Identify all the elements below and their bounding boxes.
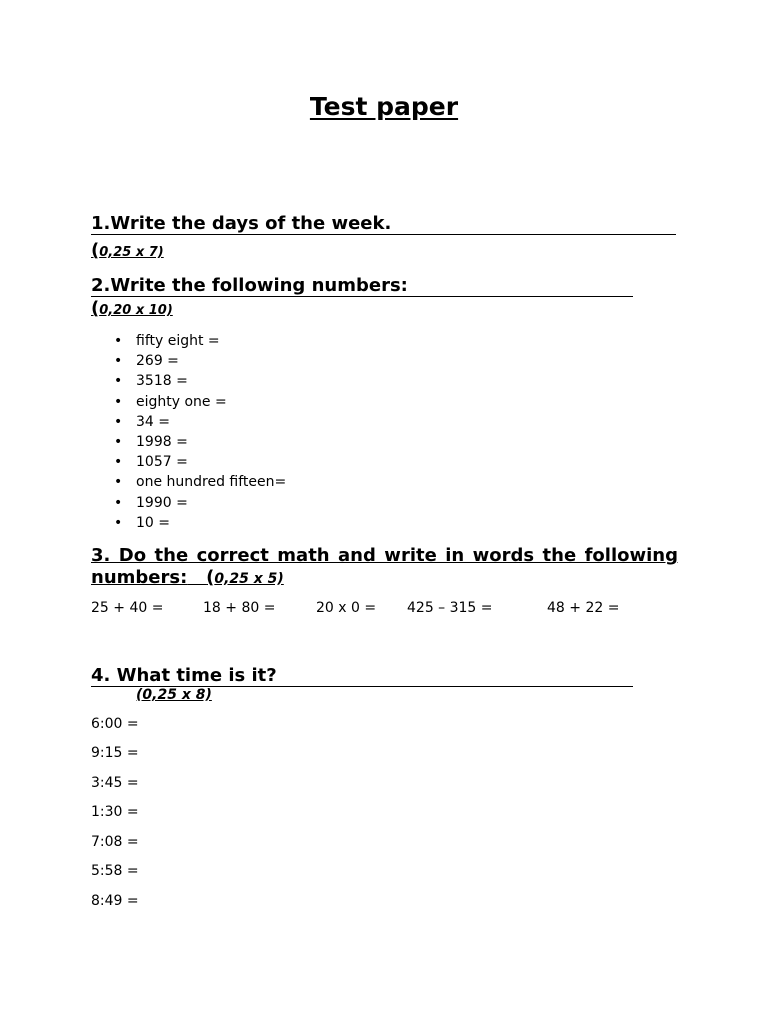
list-item: • 34 = [114,413,170,430]
list-item: • 1057 = [114,454,188,471]
time-item: 7:08 = [91,834,139,850]
question-1-heading: 1.Write the days of the week. [91,214,676,235]
math-problem: 20 x 0 = [316,600,377,616]
time-item: 9:15 = [91,745,139,761]
question-2-heading: 2.Write the following numbers: [91,276,633,297]
list-item: • fifty eight = [114,333,220,349]
math-problem: 425 – 315 = [407,600,493,616]
question-3-points: (0,25 x 5) [206,567,284,588]
math-problem: 25 + 40 = [91,600,164,616]
time-item: 8:49 = [91,893,139,909]
page-title [0,92,768,121]
time-item: 6:00 = [91,716,139,732]
numbers-list [114,331,286,533]
list-item: • 269 = [114,353,179,370]
list-item: • one hundred fifteen= [114,474,287,491]
list-item: • 1990 = [114,494,188,511]
list-item: • 10 = [114,514,170,531]
list-item: • eighty one = [114,393,227,410]
time-item: 1:30 = [91,804,139,820]
math-problem: 48 + 22 = [547,600,620,616]
list-item: • 1998 = [114,433,188,450]
question-3-heading: 3. Do the correct math and write in words the following numbers: (0,25 x 5) [91,545,678,588]
time-item: 5:58 = [91,863,139,879]
question-4-heading: 4. What time is it? [91,666,633,687]
list-item: • 3518 = [114,373,188,390]
question-2-points: (0,20 x 10) [91,298,173,319]
time-item: 3:45 = [91,775,139,791]
question-1-points: (0,25 x 7) [91,240,164,261]
page-title-text: Test paper [309,92,459,121]
math-problem: 18 + 80 = [203,600,276,616]
question-4-points: (0,25 x 8) [136,687,212,703]
